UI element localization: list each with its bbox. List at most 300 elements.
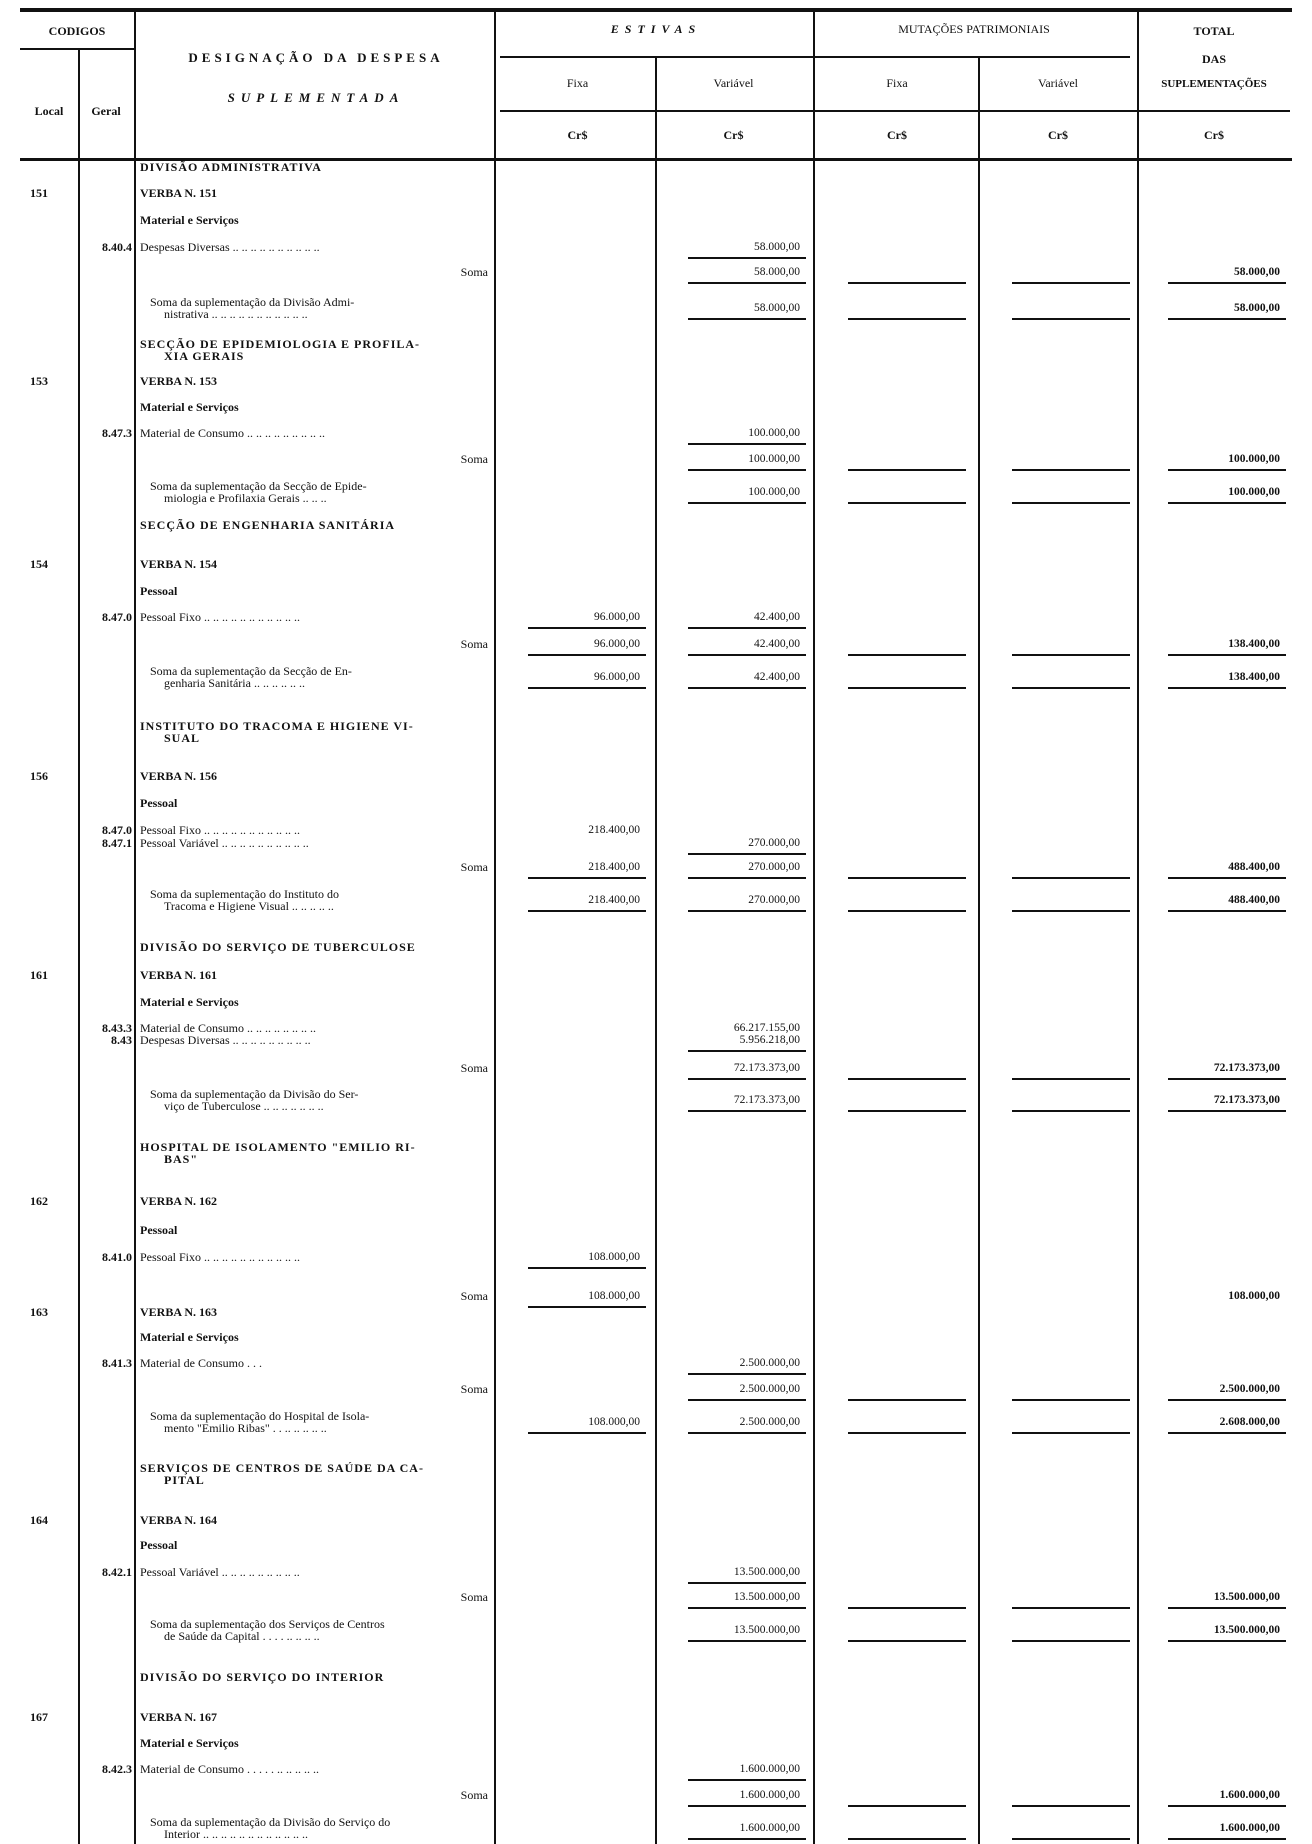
description-line: Soma (460, 1382, 488, 1396)
amount-mf (820, 393, 960, 421)
amount-total (1144, 1558, 1280, 1586)
table-row-soma (0, 258, 1312, 286)
amount-mf (820, 550, 960, 578)
amount-mf (820, 179, 960, 207)
table-row-soma (0, 630, 1312, 658)
header-est-fixa: Fixa (566, 76, 589, 90)
amount-ev: 100.000,00 (660, 478, 800, 506)
amount-mf (820, 933, 960, 961)
amount-mv (984, 988, 1124, 1016)
amount-ef (500, 1506, 640, 1534)
description-line: VERBA N. 163 (140, 1305, 218, 1319)
amount-mf (820, 1703, 960, 1731)
amount-mv (984, 1558, 1124, 1586)
table-row-verba (0, 1298, 1312, 1326)
amount-mv (984, 1323, 1124, 1351)
description-line: Despesas Diversas .. .. .. .. .. .. .. .. .. .. (140, 240, 320, 254)
amount-mf (820, 1663, 960, 1691)
amount-mv (984, 393, 1124, 421)
amount-ev: 1.600.000,00 (660, 1814, 800, 1842)
amount-ev: 72.173.373,00 (660, 1086, 800, 1114)
description (140, 550, 488, 578)
table-row-verba (0, 1703, 1312, 1731)
amount-mf (820, 718, 960, 746)
amount-ef (500, 179, 640, 207)
amount-mv (984, 1216, 1124, 1244)
amount-mv (984, 630, 1124, 658)
description-line: VERBA N. 164 (140, 1513, 218, 1527)
amount-mf (820, 1298, 960, 1326)
amount-mf (820, 762, 960, 790)
amount-mv (984, 1375, 1124, 1403)
amount-ev: 58.000,00 (660, 258, 800, 286)
amount-total (1144, 961, 1280, 989)
amount-mf (820, 478, 960, 506)
table-row-heading (0, 1663, 1312, 1691)
amount-mf (820, 1349, 960, 1377)
description-line: VERBA N. 167 (140, 1710, 218, 1724)
amount-mf (820, 1375, 960, 1403)
amount-ef: 96.000,00 (500, 663, 640, 691)
general-code: 8.41.3 (102, 1355, 132, 1370)
amount-mv (984, 1729, 1124, 1757)
amount-total (1144, 1323, 1280, 1351)
table-row-item (0, 1026, 1312, 1054)
local-code: 161 (30, 967, 48, 982)
amount-total (1144, 1026, 1280, 1054)
amount-mv (984, 1703, 1124, 1731)
table-row-soma (0, 1781, 1312, 1809)
amount-total (1144, 206, 1280, 234)
description-line: Material de Consumo .. .. .. .. .. .. .. .. .. (140, 426, 325, 440)
description-line: INSTITUTO DO TRACOMA E HIGIENE VI- (140, 719, 414, 733)
table-row-heading (0, 1460, 1312, 1488)
amount-total (1144, 1755, 1280, 1783)
description-line: Soma da suplementação do Instituto do (150, 887, 339, 901)
table-row-verba (0, 367, 1312, 395)
description-line-2: de Saúde da Capital . . . . .. .. .. .. (164, 1629, 320, 1643)
table-row-verba (0, 1506, 1312, 1534)
amount-ev (660, 1460, 800, 1488)
currency-mut-variavel: Cr$ (1048, 128, 1068, 142)
amount-mf (820, 419, 960, 447)
amount-mf (820, 1755, 960, 1783)
amount-total (1144, 1298, 1280, 1326)
table-row-cat (0, 1323, 1312, 1351)
description-line: VERBA N. 151 (140, 186, 218, 200)
amount-mv (984, 1086, 1124, 1114)
description-line: Material e Serviços (140, 1736, 239, 1750)
description (140, 1703, 488, 1731)
amount-ev (660, 1139, 800, 1167)
subhead-rule (500, 110, 1290, 112)
amount-mv (984, 603, 1124, 631)
amount-mf (820, 1187, 960, 1215)
table-row-sum (0, 294, 1312, 322)
description (140, 762, 488, 790)
description-line: VERBA N. 154 (140, 557, 218, 571)
amount-ef (500, 1323, 640, 1351)
amount-total (1144, 179, 1280, 207)
table-row-item (0, 1558, 1312, 1586)
amount-ev: 42.400,00 (660, 663, 800, 691)
description (140, 1298, 488, 1326)
amount-mv (984, 1781, 1124, 1809)
amount-total (1144, 762, 1280, 790)
amount-ev (660, 789, 800, 817)
amount-mv (984, 1187, 1124, 1215)
amount-mv (984, 1531, 1124, 1559)
amount-mf (820, 1506, 960, 1534)
amount-ef (500, 258, 640, 286)
general-code: 8.47.0 (102, 822, 132, 837)
table-row-cat (0, 577, 1312, 605)
amount-ef: 96.000,00 (500, 603, 640, 631)
amount-total (1144, 1243, 1280, 1271)
amount-total (1144, 1663, 1280, 1691)
amount-ef (500, 1086, 640, 1114)
table-row-sum (0, 1814, 1312, 1842)
amount-ef (500, 294, 640, 322)
amount-mf (820, 1139, 960, 1167)
amount-ef (500, 1583, 640, 1611)
amount-ev (660, 336, 800, 364)
description-line: DIVISÃO DO SERVIÇO DE TUBERCULOSE (140, 940, 416, 954)
amount-mv (984, 718, 1124, 746)
local-code: 151 (30, 185, 48, 200)
header-suplementacoes: SUPLEMENTAÇÕES (1161, 78, 1267, 90)
amount-ef: 218.400,00 (500, 853, 640, 881)
table-row-cat (0, 988, 1312, 1016)
amount-ev (660, 367, 800, 395)
description-line: DIVISÃO ADMINISTRATIVA (140, 160, 322, 174)
amount-ef: 218.400,00 (588, 824, 640, 836)
description (140, 577, 488, 605)
amount-ef (500, 206, 640, 234)
local-code: 156 (30, 768, 48, 783)
description-line-2: Interior .. .. .. .. .. .. .. .. .. .. .. .. (164, 1827, 308, 1841)
header-codigos: CODIGOS (48, 24, 106, 38)
table-row-heading (0, 718, 1312, 746)
description (140, 1139, 488, 1167)
amount-ef (500, 988, 640, 1016)
description (140, 419, 488, 447)
amount-mv (984, 1755, 1124, 1783)
amount-ev: 270.000,00 (660, 886, 800, 914)
amount-mv (984, 153, 1124, 181)
amount-mv (984, 577, 1124, 605)
description-line: VERBA N. 162 (140, 1194, 218, 1208)
amount-mf (820, 630, 960, 658)
amount-mv (984, 336, 1124, 364)
amount-mv (984, 419, 1124, 447)
description (140, 988, 488, 1016)
description-line-2: PITAL (164, 1473, 205, 1487)
table-row-item (0, 1755, 1312, 1783)
description-line-2: BAS" (164, 1152, 199, 1166)
description (140, 1729, 488, 1757)
description-line: VERBA N. 156 (140, 769, 218, 783)
amount-ev (660, 153, 800, 181)
amount-mv (984, 1349, 1124, 1377)
amount-ev (660, 1216, 800, 1244)
table-row-soma (0, 1054, 1312, 1082)
amount-ev (660, 577, 800, 605)
amount-mf (820, 1531, 960, 1559)
amount-total: 138.400,00 (1144, 663, 1280, 691)
description-line: HOSPITAL DE ISOLAMENTO "EMILIO RI- (140, 1140, 416, 1154)
amount-mf (820, 1460, 960, 1488)
description-line: Pessoal (140, 1538, 178, 1552)
description-line: Pessoal Fixo .. .. .. .. .. .. .. .. .. .. .. (140, 1250, 301, 1264)
description-line: Material e Serviços (140, 1330, 239, 1344)
description-line-2: viço de Tuberculose .. .. .. .. .. .. .. (164, 1099, 324, 1113)
amount-total: 108.000,00 (1228, 1290, 1280, 1302)
description-line: Soma (460, 452, 488, 466)
description (140, 1054, 488, 1082)
amount-ev (660, 933, 800, 961)
table-row-heading (0, 1139, 1312, 1167)
description-line: SECÇÃO DE EPIDEMIOLOGIA E PROFILA- (140, 337, 421, 351)
amount-ev: 72.173.373,00 (660, 1054, 800, 1082)
amount-ef (500, 961, 640, 989)
amount-ev: 42.400,00 (660, 630, 800, 658)
amount-total: 488.400,00 (1144, 886, 1280, 914)
amount-ef (500, 1216, 640, 1244)
amount-mf (820, 367, 960, 395)
amount-total (1144, 718, 1280, 746)
amount-total: 58.000,00 (1144, 294, 1280, 322)
amount-mv (984, 1243, 1124, 1271)
header-total: TOTAL (1193, 24, 1235, 38)
description-line: Soma da suplementação da Secção de Epide- (150, 479, 367, 493)
table-row-cat (0, 393, 1312, 421)
general-code: 8.40.4 (102, 239, 132, 254)
amount-mv (984, 853, 1124, 881)
amount-mv (984, 933, 1124, 961)
amount-ef (500, 1187, 640, 1215)
description-line: Soma (460, 265, 488, 279)
amount-ev (660, 1323, 800, 1351)
amount-total (1144, 1506, 1280, 1534)
amount-total (1144, 933, 1280, 961)
amount-ev (660, 393, 800, 421)
amount-mf (820, 886, 960, 914)
amount-ef: 108.000,00 (500, 1408, 640, 1436)
table-row-verba (0, 961, 1312, 989)
description-line: Soma da suplementação do Hospital de Isola- (150, 1409, 370, 1423)
amount-ef (500, 1616, 640, 1644)
table-row-sum (0, 478, 1312, 506)
description (140, 367, 488, 395)
amount-ef (500, 1663, 640, 1691)
description (140, 1216, 488, 1244)
description (140, 179, 488, 207)
amount-mf (820, 1323, 960, 1351)
amount-ev: 13.500.000,00 (660, 1558, 800, 1586)
amount-ef (500, 1781, 640, 1809)
amount-ef (500, 577, 640, 605)
amount-total (1144, 550, 1280, 578)
amount-mf (820, 1216, 960, 1244)
amount-total (1144, 577, 1280, 605)
table-row-soma (0, 445, 1312, 473)
amount-mv (984, 1139, 1124, 1167)
amount-total (1144, 988, 1280, 1016)
amount-mv (984, 179, 1124, 207)
amount-mv (984, 206, 1124, 234)
amount-ef: 96.000,00 (500, 630, 640, 658)
description-line: VERBA N. 153 (140, 374, 218, 388)
amount-mv (984, 511, 1124, 539)
amount-mv (984, 789, 1124, 817)
amount-ef (500, 1558, 640, 1586)
amount-ef (500, 933, 640, 961)
description-line: Soma da suplementação da Divisão do Ser- (150, 1087, 359, 1101)
amount-mv (984, 1583, 1124, 1611)
amount-total: 13.500.000,00 (1144, 1583, 1280, 1611)
amount-ev (660, 179, 800, 207)
description (140, 206, 488, 234)
amount-mf (820, 577, 960, 605)
table-row-item (0, 1349, 1312, 1377)
table-row-cat (0, 789, 1312, 817)
amount-ef (500, 419, 640, 447)
table-row-sum (0, 886, 1312, 914)
description-line: Soma (460, 1788, 488, 1802)
table-row-sum (0, 1086, 1312, 1114)
description (140, 663, 488, 691)
amount-mv (984, 1506, 1124, 1534)
general-code: 8.47.1 (102, 835, 132, 850)
amount-ef (500, 393, 640, 421)
amount-ef (500, 1729, 640, 1757)
description-line: Pessoal (140, 584, 178, 598)
description-line: Material e Serviços (140, 213, 239, 227)
amount-mf (820, 1558, 960, 1586)
description-line-2: genharia Sanitária .. .. .. .. .. .. (164, 676, 305, 690)
description-line: Soma da suplementação da Secção de En- (150, 664, 352, 678)
amount-ev (660, 961, 800, 989)
amount-ev: 2.500.000,00 (660, 1375, 800, 1403)
description (140, 478, 488, 506)
local-code: 164 (30, 1512, 48, 1527)
amount-total: 100.000,00 (1144, 478, 1280, 506)
description-line: Material de Consumo . . . . . .. .. .. .. .. (140, 1762, 319, 1776)
amount-mf (820, 258, 960, 286)
description-line-2: miologia e Profilaxia Gerais .. .. .. (164, 491, 327, 505)
codigos-rule (20, 48, 134, 50)
amount-total (1144, 1729, 1280, 1757)
amount-total (1144, 789, 1280, 817)
amount-mf (820, 511, 960, 539)
amount-mv (984, 1460, 1124, 1488)
amount-ev (660, 718, 800, 746)
description (140, 1558, 488, 1586)
currency-mut-fixa: Cr$ (887, 128, 907, 142)
amount-mf (820, 988, 960, 1016)
description (140, 789, 488, 817)
description (140, 1349, 488, 1377)
amount-ev (660, 1506, 800, 1534)
description (140, 1460, 488, 1488)
amount-mf (820, 153, 960, 181)
table-row-heading (0, 511, 1312, 539)
amount-ef (500, 1531, 640, 1559)
amount-total (1144, 1703, 1280, 1731)
table-row-soma (0, 1375, 1312, 1403)
header-geral: Geral (91, 104, 121, 118)
table-row-sum (0, 663, 1312, 691)
amount-mf (820, 853, 960, 881)
amount-mf (820, 336, 960, 364)
header-mut-variavel: Variável (1038, 76, 1078, 90)
description (140, 630, 488, 658)
amount-mf (820, 206, 960, 234)
amount-total: 13.500.000,00 (1144, 1616, 1280, 1644)
amount-ef (500, 1703, 640, 1731)
description-line: SECÇÃO DE ENGENHARIA SANITÁRIA (140, 518, 396, 532)
amount-ev (660, 1531, 800, 1559)
amount-ev: 58.000,00 (660, 294, 800, 322)
amount-mv (984, 1298, 1124, 1326)
amount-ev: 1.600.000,00 (660, 1781, 800, 1809)
local-code: 154 (30, 556, 48, 571)
amount-ef (500, 1460, 640, 1488)
amount-total (1144, 367, 1280, 395)
amount-ev (660, 1298, 800, 1326)
amount-total (1144, 153, 1280, 181)
amount-mf (820, 233, 960, 261)
amount-total: 100.000,00 (1144, 445, 1280, 473)
description (140, 1026, 488, 1054)
description (140, 1506, 488, 1534)
amount-ef: 218.400,00 (500, 886, 640, 914)
description (140, 1375, 488, 1403)
description-line: Soma (460, 1061, 488, 1075)
table-row-cat (0, 1729, 1312, 1757)
header-mut-fixa: Fixa (886, 76, 908, 90)
amount-mf (820, 1086, 960, 1114)
amount-mf (820, 961, 960, 989)
amount-ev: 1.600.000,00 (660, 1755, 800, 1783)
amount-total: 138.400,00 (1144, 630, 1280, 658)
amount-total: 1.600.000,00 (1144, 1781, 1280, 1809)
header-estivas: ESTIVAS (610, 22, 702, 36)
description-line: Material e Serviços (140, 995, 239, 1009)
amount-mf (820, 1408, 960, 1436)
estivas-rule (500, 56, 1130, 58)
general-code: 8.43 (111, 1032, 132, 1047)
table-row-verba (0, 179, 1312, 207)
header-mutacoes: MUTAÇÕES PATRIMONIAIS (898, 22, 1050, 36)
table-row-verba (0, 762, 1312, 790)
amount-ev: 13.500.000,00 (660, 1583, 800, 1611)
description-line: Pessoal Fixo .. .. .. .. .. .. .. .. .. .. .. (140, 823, 301, 837)
amount-total (1144, 1349, 1280, 1377)
description-line: Pessoal Variável .. .. .. .. .. .. .. .. .. (140, 1565, 300, 1579)
amount-total (1144, 393, 1280, 421)
amount-mf (820, 1583, 960, 1611)
description (140, 258, 488, 286)
description-line: Pessoal Fixo .. .. .. .. .. .. .. .. .. .. .. (140, 610, 301, 624)
amount-ev: 66.217.155,00 (733, 1022, 800, 1034)
amount-ev (660, 511, 800, 539)
amount-ef (500, 762, 640, 790)
amount-ef (500, 789, 640, 817)
amount-total (1144, 511, 1280, 539)
amount-ef (500, 718, 640, 746)
